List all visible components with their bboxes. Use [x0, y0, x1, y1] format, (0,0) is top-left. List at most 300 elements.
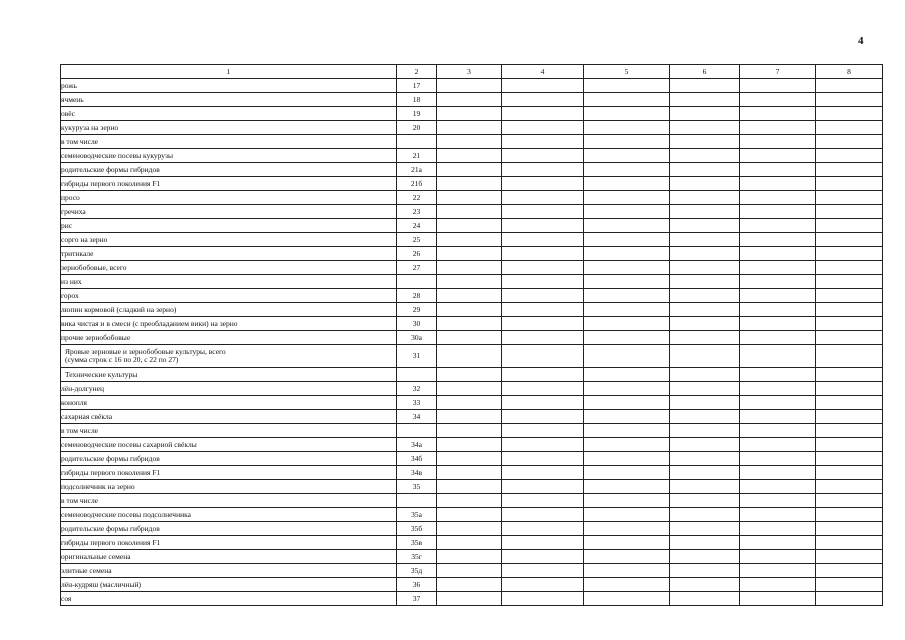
data-cell[interactable]	[670, 522, 740, 536]
data-cell[interactable]	[740, 135, 816, 149]
row-code: 33	[397, 396, 437, 410]
table-row	[61, 205, 883, 219]
data-cell[interactable]	[502, 522, 584, 536]
data-cell[interactable]	[670, 261, 740, 275]
row-code: 26	[397, 247, 437, 261]
data-cell[interactable]	[816, 494, 883, 508]
data-cell[interactable]	[437, 368, 502, 382]
data-cell[interactable]	[437, 564, 502, 578]
data-cell[interactable]	[502, 508, 584, 522]
row-label: семеноводческие посевы сахарной свёклы	[61, 438, 397, 452]
data-cell[interactable]	[816, 317, 883, 331]
row-label: тритикале	[61, 247, 397, 261]
data-cell[interactable]	[502, 550, 584, 564]
data-cell[interactable]	[502, 592, 584, 606]
data-cell[interactable]	[670, 466, 740, 480]
row-label: родительские формы гибридов	[61, 522, 397, 536]
table-row	[61, 247, 883, 261]
data-cell[interactable]	[437, 107, 502, 121]
row-label: горох	[61, 289, 397, 303]
data-cell[interactable]	[670, 592, 740, 606]
data-cell[interactable]	[584, 480, 670, 494]
row-code: 30а	[397, 331, 437, 345]
row-code: 35а	[397, 508, 437, 522]
data-cell[interactable]	[502, 247, 584, 261]
row-code: 19	[397, 107, 437, 121]
table-row	[61, 219, 883, 233]
data-cell[interactable]	[740, 247, 816, 261]
table-row	[61, 233, 883, 247]
row-code: 24	[397, 219, 437, 233]
data-cell[interactable]	[740, 396, 816, 410]
data-cell[interactable]	[584, 438, 670, 452]
data-cell[interactable]	[670, 345, 740, 368]
data-cell[interactable]	[437, 121, 502, 135]
data-cell[interactable]	[584, 578, 670, 592]
data-cell[interactable]	[584, 261, 670, 275]
data-cell[interactable]	[740, 317, 816, 331]
data-cell[interactable]	[816, 79, 883, 93]
row-label: конопля	[61, 396, 397, 410]
data-cell[interactable]	[740, 275, 816, 289]
data-cell[interactable]	[670, 410, 740, 424]
data-cell[interactable]	[584, 289, 670, 303]
data-cell[interactable]	[670, 219, 740, 233]
data-cell[interactable]	[584, 317, 670, 331]
data-cell[interactable]	[816, 205, 883, 219]
row-code: 34а	[397, 438, 437, 452]
data-cell[interactable]	[816, 247, 883, 261]
row-label: кукуруза на зерно	[61, 121, 397, 135]
row-code	[397, 494, 437, 508]
data-cell[interactable]	[816, 135, 883, 149]
data-cell[interactable]	[670, 275, 740, 289]
column-header: 7	[740, 65, 816, 79]
data-cell[interactable]	[816, 536, 883, 550]
row-code: 35г	[397, 550, 437, 564]
data-cell[interactable]	[437, 508, 502, 522]
column-header: 2	[397, 65, 437, 79]
data-cell[interactable]	[584, 382, 670, 396]
data-cell[interactable]	[584, 550, 670, 564]
data-cell[interactable]	[502, 303, 584, 317]
data-cell[interactable]	[502, 121, 584, 135]
data-cell[interactable]	[816, 396, 883, 410]
data-cell[interactable]	[670, 149, 740, 163]
data-cell[interactable]	[502, 163, 584, 177]
table-row	[61, 438, 883, 452]
data-cell[interactable]	[437, 219, 502, 233]
data-cell[interactable]	[670, 578, 740, 592]
data-cell[interactable]	[670, 121, 740, 135]
row-label: Технические культуры	[61, 368, 397, 382]
data-cell[interactable]	[502, 107, 584, 121]
data-cell[interactable]	[816, 480, 883, 494]
row-label: прочие зернобобовые	[61, 331, 397, 345]
data-cell[interactable]	[740, 536, 816, 550]
data-cell[interactable]	[816, 93, 883, 107]
data-cell[interactable]	[584, 121, 670, 135]
data-cell[interactable]	[437, 205, 502, 219]
row-code: 35	[397, 480, 437, 494]
data-cell[interactable]	[816, 410, 883, 424]
table-row	[61, 410, 883, 424]
data-cell[interactable]	[584, 424, 670, 438]
data-cell[interactable]	[584, 494, 670, 508]
data-cell[interactable]	[437, 522, 502, 536]
data-cell[interactable]	[670, 247, 740, 261]
data-cell[interactable]	[584, 163, 670, 177]
data-cell[interactable]	[437, 480, 502, 494]
data-cell[interactable]	[502, 79, 584, 93]
row-code: 27	[397, 261, 437, 275]
data-cell[interactable]	[670, 368, 740, 382]
data-cell[interactable]	[670, 135, 740, 149]
data-cell[interactable]	[502, 317, 584, 331]
column-header: 1	[61, 65, 397, 79]
row-code: 35д	[397, 564, 437, 578]
data-cell[interactable]	[437, 191, 502, 205]
data-cell[interactable]	[502, 149, 584, 163]
data-cell[interactable]	[584, 219, 670, 233]
row-code: 21	[397, 149, 437, 163]
row-label: сахарная свёкла	[61, 410, 397, 424]
data-cell[interactable]	[816, 219, 883, 233]
data-cell[interactable]	[437, 331, 502, 345]
data-cell[interactable]	[670, 331, 740, 345]
data-cell[interactable]	[584, 149, 670, 163]
data-cell[interactable]	[670, 382, 740, 396]
row-label: в том числе	[61, 135, 397, 149]
data-cell[interactable]	[816, 592, 883, 606]
data-cell[interactable]	[740, 121, 816, 135]
row-code: 34в	[397, 466, 437, 480]
data-cell[interactable]	[437, 303, 502, 317]
data-cell[interactable]	[816, 121, 883, 135]
page-number: 4	[858, 35, 864, 47]
data-cell[interactable]	[740, 522, 816, 536]
data-cell[interactable]	[816, 107, 883, 121]
data-cell[interactable]	[740, 289, 816, 303]
data-cell[interactable]	[437, 93, 502, 107]
data-cell[interactable]	[437, 177, 502, 191]
data-cell[interactable]	[584, 247, 670, 261]
data-cell[interactable]	[670, 163, 740, 177]
data-cell[interactable]	[670, 424, 740, 438]
data-cell[interactable]	[437, 452, 502, 466]
data-cell[interactable]	[740, 149, 816, 163]
table-row	[61, 135, 883, 149]
table-row	[61, 522, 883, 536]
data-cell[interactable]	[816, 508, 883, 522]
data-cell[interactable]	[502, 424, 584, 438]
data-cell[interactable]	[740, 368, 816, 382]
data-cell[interactable]	[740, 410, 816, 424]
data-cell[interactable]	[502, 275, 584, 289]
data-cell[interactable]	[502, 480, 584, 494]
data-cell[interactable]	[437, 163, 502, 177]
data-cell[interactable]	[740, 550, 816, 564]
data-cell[interactable]	[502, 177, 584, 191]
data-cell[interactable]	[584, 205, 670, 219]
data-cell[interactable]	[816, 452, 883, 466]
data-cell[interactable]	[502, 93, 584, 107]
data-cell[interactable]	[740, 219, 816, 233]
data-cell[interactable]	[584, 303, 670, 317]
data-cell[interactable]	[502, 578, 584, 592]
data-cell[interactable]	[584, 522, 670, 536]
data-cell[interactable]	[584, 452, 670, 466]
data-cell[interactable]	[670, 480, 740, 494]
table-row	[61, 592, 883, 606]
data-cell[interactable]	[740, 303, 816, 317]
data-cell[interactable]	[437, 382, 502, 396]
data-cell[interactable]	[437, 275, 502, 289]
data-cell[interactable]	[502, 466, 584, 480]
table-row	[61, 466, 883, 480]
data-cell[interactable]	[816, 438, 883, 452]
data-cell[interactable]	[437, 410, 502, 424]
data-cell[interactable]	[584, 466, 670, 480]
data-cell[interactable]	[584, 93, 670, 107]
data-cell[interactable]	[670, 452, 740, 466]
data-cell[interactable]	[670, 536, 740, 550]
data-cell[interactable]	[584, 410, 670, 424]
data-cell[interactable]	[437, 261, 502, 275]
table-row	[61, 163, 883, 177]
data-cell[interactable]	[437, 345, 502, 368]
row-code: 32	[397, 382, 437, 396]
data-cell[interactable]	[502, 396, 584, 410]
data-cell[interactable]	[502, 564, 584, 578]
data-cell[interactable]	[740, 452, 816, 466]
data-cell[interactable]	[437, 494, 502, 508]
table-row	[61, 149, 883, 163]
data-cell[interactable]	[740, 424, 816, 438]
data-cell[interactable]	[584, 368, 670, 382]
data-cell[interactable]	[740, 592, 816, 606]
data-cell[interactable]	[740, 79, 816, 93]
data-cell[interactable]	[670, 396, 740, 410]
data-cell[interactable]	[437, 424, 502, 438]
data-cell[interactable]	[816, 345, 883, 368]
data-cell[interactable]	[670, 177, 740, 191]
data-cell[interactable]	[816, 550, 883, 564]
data-cell[interactable]	[816, 331, 883, 345]
data-cell[interactable]	[740, 578, 816, 592]
data-cell[interactable]	[816, 368, 883, 382]
data-cell[interactable]	[584, 107, 670, 121]
row-label: элитные семена	[61, 564, 397, 578]
data-cell[interactable]	[670, 205, 740, 219]
row-label: семеноводческие посевы подсолнечника	[61, 508, 397, 522]
data-cell[interactable]	[502, 536, 584, 550]
data-cell[interactable]	[670, 317, 740, 331]
data-cell[interactable]	[437, 536, 502, 550]
data-cell[interactable]	[502, 219, 584, 233]
row-code	[397, 368, 437, 382]
row-code: 34б	[397, 452, 437, 466]
data-cell[interactable]	[740, 466, 816, 480]
data-cell[interactable]	[502, 368, 584, 382]
data-cell[interactable]	[740, 93, 816, 107]
data-cell[interactable]	[437, 149, 502, 163]
table-row	[61, 396, 883, 410]
data-cell[interactable]	[584, 592, 670, 606]
data-cell[interactable]	[502, 410, 584, 424]
data-cell[interactable]	[816, 149, 883, 163]
data-cell[interactable]	[740, 438, 816, 452]
data-cell[interactable]	[502, 331, 584, 345]
data-cell[interactable]	[584, 396, 670, 410]
data-cell[interactable]	[437, 317, 502, 331]
row-code: 35в	[397, 536, 437, 550]
row-code: 36	[397, 578, 437, 592]
data-cell[interactable]	[670, 508, 740, 522]
data-cell[interactable]	[816, 564, 883, 578]
row-label: родительские формы гибридов	[61, 452, 397, 466]
row-code	[397, 135, 437, 149]
data-cell[interactable]	[670, 289, 740, 303]
row-label: оригинальные семена	[61, 550, 397, 564]
data-cell[interactable]	[502, 494, 584, 508]
data-cell[interactable]	[740, 177, 816, 191]
data-cell[interactable]	[670, 494, 740, 508]
column-header: 5	[584, 65, 670, 79]
data-cell[interactable]	[740, 480, 816, 494]
data-cell[interactable]	[740, 382, 816, 396]
table-row	[61, 480, 883, 494]
data-cell[interactable]	[670, 438, 740, 452]
crop-form-table	[60, 64, 883, 606]
data-cell[interactable]	[584, 275, 670, 289]
data-cell[interactable]	[670, 107, 740, 121]
data-cell[interactable]	[816, 382, 883, 396]
row-code: 21б	[397, 177, 437, 191]
row-label: сорго на зерно	[61, 233, 397, 247]
data-cell[interactable]	[584, 508, 670, 522]
data-cell[interactable]	[670, 303, 740, 317]
data-cell[interactable]	[740, 494, 816, 508]
data-cell[interactable]	[584, 135, 670, 149]
data-cell[interactable]	[740, 345, 816, 368]
data-cell[interactable]	[670, 93, 740, 107]
row-code: 21а	[397, 163, 437, 177]
data-cell[interactable]	[502, 452, 584, 466]
row-label: лён-долгунец	[61, 382, 397, 396]
row-label: лён-кудряш (масличный)	[61, 578, 397, 592]
data-cell[interactable]	[740, 564, 816, 578]
data-cell[interactable]	[816, 163, 883, 177]
data-cell[interactable]	[437, 466, 502, 480]
row-label: в том числе	[61, 494, 397, 508]
data-cell[interactable]	[816, 424, 883, 438]
data-cell[interactable]	[584, 536, 670, 550]
row-code: 29	[397, 303, 437, 317]
data-cell[interactable]	[816, 275, 883, 289]
data-cell[interactable]	[816, 303, 883, 317]
data-cell[interactable]	[816, 261, 883, 275]
data-cell[interactable]	[502, 135, 584, 149]
data-cell[interactable]	[816, 191, 883, 205]
data-cell[interactable]	[502, 233, 584, 247]
column-header: 8	[816, 65, 883, 79]
data-cell[interactable]	[502, 438, 584, 452]
data-cell[interactable]	[437, 79, 502, 93]
data-cell[interactable]	[437, 247, 502, 261]
data-cell[interactable]	[584, 191, 670, 205]
data-cell[interactable]	[502, 205, 584, 219]
row-label: семеноводческие посевы кукурузы	[61, 149, 397, 163]
data-cell[interactable]	[670, 79, 740, 93]
data-cell[interactable]	[740, 191, 816, 205]
data-cell[interactable]	[740, 508, 816, 522]
data-cell[interactable]	[816, 289, 883, 303]
table-row	[61, 303, 883, 317]
row-code: 18	[397, 93, 437, 107]
data-cell[interactable]	[502, 345, 584, 368]
table-row	[61, 121, 883, 135]
table-row	[61, 93, 883, 107]
data-cell[interactable]	[502, 191, 584, 205]
row-code: 28	[397, 289, 437, 303]
data-cell[interactable]	[816, 578, 883, 592]
data-cell[interactable]	[584, 79, 670, 93]
data-cell[interactable]	[584, 564, 670, 578]
data-cell[interactable]	[437, 438, 502, 452]
data-cell[interactable]	[437, 289, 502, 303]
row-code	[397, 424, 437, 438]
row-label: вика чистая и в смеси (с преобладанием вики) на зерно	[61, 317, 397, 331]
data-cell[interactable]	[584, 331, 670, 345]
data-cell[interactable]	[740, 233, 816, 247]
data-cell[interactable]	[437, 578, 502, 592]
table-body	[61, 79, 883, 606]
table-row	[61, 564, 883, 578]
data-cell[interactable]	[502, 382, 584, 396]
data-cell[interactable]	[670, 564, 740, 578]
data-cell[interactable]	[437, 396, 502, 410]
data-cell[interactable]	[740, 261, 816, 275]
data-cell[interactable]	[816, 177, 883, 191]
data-cell[interactable]	[437, 233, 502, 247]
row-label: ячмень	[61, 93, 397, 107]
data-cell[interactable]	[584, 233, 670, 247]
data-cell[interactable]	[670, 550, 740, 564]
table-row	[61, 275, 883, 289]
data-cell[interactable]	[740, 331, 816, 345]
data-cell[interactable]	[816, 233, 883, 247]
table-row	[61, 494, 883, 508]
data-cell[interactable]	[584, 177, 670, 191]
data-cell[interactable]	[740, 163, 816, 177]
row-label: соя	[61, 592, 397, 606]
data-cell[interactable]	[502, 261, 584, 275]
row-label: рожь	[61, 79, 397, 93]
data-cell[interactable]	[670, 191, 740, 205]
data-cell[interactable]	[816, 466, 883, 480]
data-cell[interactable]	[437, 550, 502, 564]
row-label: подсолнечник на зерно	[61, 480, 397, 494]
data-cell[interactable]	[584, 345, 670, 368]
data-cell[interactable]	[816, 522, 883, 536]
data-cell[interactable]	[437, 592, 502, 606]
data-cell[interactable]	[502, 289, 584, 303]
data-cell[interactable]	[437, 135, 502, 149]
data-cell[interactable]	[740, 107, 816, 121]
data-cell[interactable]	[740, 205, 816, 219]
data-cell[interactable]	[670, 233, 740, 247]
